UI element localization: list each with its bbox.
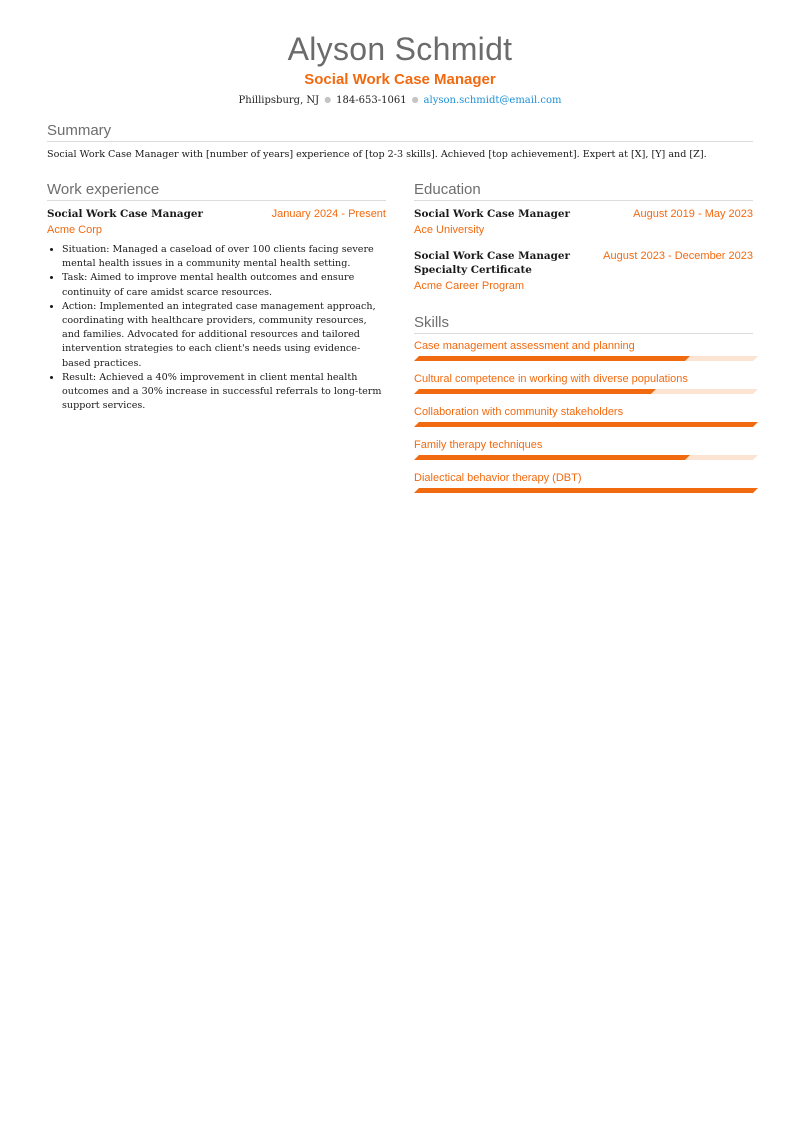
education-entry-institution: Ace University — [414, 224, 485, 236]
education-entry-date: August 2019 - May 2023 — [633, 208, 753, 220]
resume-header — [0, 0, 800, 106]
work-entry — [47, 207, 386, 413]
skill-level-bar — [414, 356, 758, 361]
education-entry-institution: Acme Career Program — [414, 280, 525, 292]
work-experience-section — [47, 180, 386, 413]
work-entry-bullets — [47, 243, 386, 413]
list-item: • Situation: Managed a caseload of over 100 clients facing severe mental health issues in a community mental health setting. — [62, 243, 386, 271]
list-item: • Action: Implemented an integrated case management approach, coordinating with healthcare providers, community resources, and families. Advocated for additional resources and tailored intervention strategies to each client's needs using evidence-based practices. — [62, 300, 386, 371]
education-section — [414, 180, 753, 294]
skill-label: Dialectical behavior therapy (DBT) — [414, 472, 582, 484]
skill-label: Family therapy techniques — [414, 439, 543, 451]
skill-label: Collaboration with community stakeholders — [414, 406, 624, 418]
right-column — [414, 180, 753, 499]
skill-item — [414, 405, 753, 433]
education-entry-date: August 2023 - December 2023 — [603, 250, 753, 262]
separator-dot: ● — [324, 95, 332, 104]
skills-section — [414, 313, 753, 499]
list-item: • Task: Aimed to improve mental health outcomes and ensure continuity of care amidst scarce resources. — [62, 271, 386, 299]
work-entry-title: Social Work Case Manager — [47, 208, 204, 220]
skill-item — [414, 471, 753, 499]
education-entry — [414, 249, 753, 294]
summary-text: Social Work Case Manager with [number of years] experience of [top 2-3 skills]. Achieved [top achievement]. Expert at [X], [Y] and [Z]. — [47, 149, 707, 160]
education-entry-title: Social Work Case Manager — [414, 208, 571, 220]
candidate-name: Alyson Schmidt — [287, 31, 513, 67]
skill-level-bar — [414, 455, 758, 460]
skill-item — [414, 339, 753, 367]
work-entry-company: Acme Corp — [47, 224, 103, 236]
skill-level-fill — [414, 455, 690, 460]
skill-level-fill — [414, 389, 656, 394]
skill-level-bar — [414, 488, 758, 493]
skill-level-fill — [414, 488, 758, 493]
skill-label: Cultural competence in working with diverse populations — [414, 373, 688, 385]
skill-level-fill — [414, 422, 758, 427]
phone: 184-653-1061 — [336, 95, 407, 106]
separator-dot: ● — [411, 95, 419, 104]
skill-label: Case management assessment and planning — [414, 340, 635, 352]
location: Phillipsburg, NJ — [238, 95, 320, 106]
summary-section — [47, 121, 753, 162]
education-entry-title: Social Work Case Manager Specialty Certificate — [414, 250, 571, 276]
skill-item — [414, 372, 753, 400]
skills-heading: Skills — [414, 313, 753, 334]
work-entry-date: January 2024 - Present — [271, 208, 386, 220]
work-experience-heading: Work experience — [47, 180, 386, 201]
skill-level-bar — [414, 422, 758, 427]
candidate-title: Social Work Case Manager — [304, 71, 496, 88]
email-link[interactable]: alyson.schmidt@email.com — [423, 95, 562, 106]
education-entry — [414, 207, 753, 238]
skill-item — [414, 438, 753, 466]
education-heading: Education — [414, 180, 753, 201]
summary-heading: Summary — [47, 121, 753, 142]
skill-level-bar — [414, 389, 758, 394]
skill-level-fill — [414, 356, 690, 361]
list-item: • Result: Achieved a 40% improvement in client mental health outcomes and a 30% increase in successful referrals to long-term support services. — [62, 371, 386, 414]
contact-line — [0, 95, 800, 106]
